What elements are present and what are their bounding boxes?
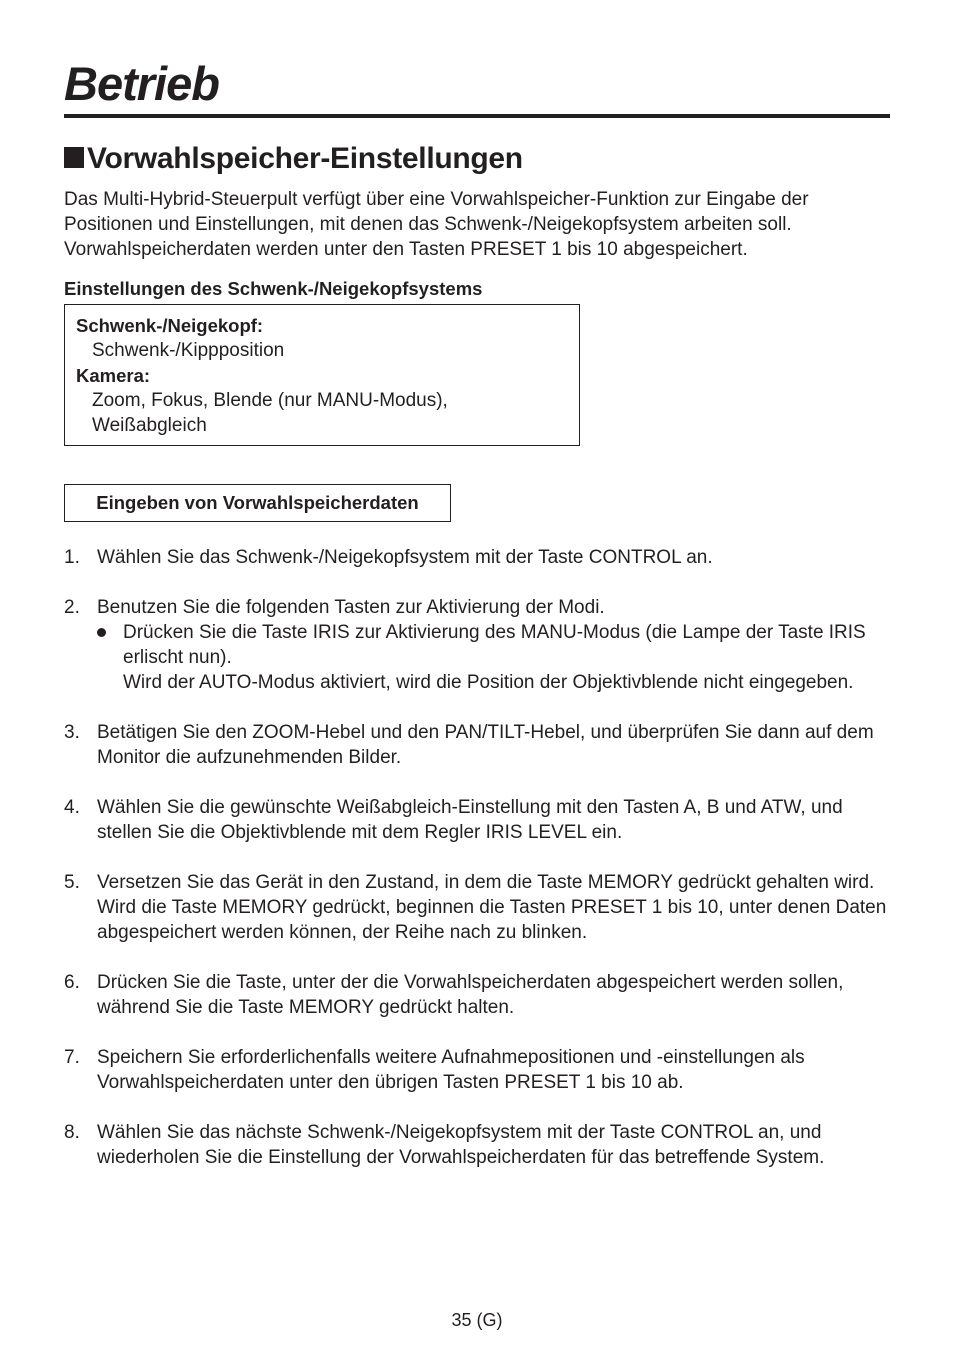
step-number: 6. xyxy=(64,972,80,993)
settings-heading: Einstellungen des Schwenk-/Neigekopfsystems xyxy=(64,278,483,299)
pan-tilt-value: Schwenk-/Kippposition xyxy=(92,340,285,361)
procedure-steps xyxy=(64,545,894,1195)
bullet-note: Wird der AUTO-Modus aktiviert, wird die Position der Objektivblende nicht eingegeben. xyxy=(123,672,854,693)
step-note: Wird die Taste MEMORY gedrückt, beginnen die Tasten PRESET 1 bis 10, unter denen Daten abgespeichert werden können, der Reihe nach zu blinken. xyxy=(97,897,887,943)
step-bullet xyxy=(97,620,894,695)
step-text: Benutzen Sie die folgenden Tasten zur Aktivierung der Modi. xyxy=(97,597,605,618)
list-item xyxy=(64,970,894,1020)
step-text: Wählen Sie das nächste Schwenk-/Neigekopfsystem mit der Taste CONTROL an, und wiederholen Sie die Einstellung der Vorwahlspeicherdaten für das betreffende System. xyxy=(97,1122,825,1168)
step-text: Wählen Sie die gewünschte Weißabgleich-Einstellung mit den Tasten A, B und ATW, und stellen Sie die Objektivblende mit dem Regler IRIS LEVEL ein. xyxy=(97,797,843,843)
step-number: 3. xyxy=(64,722,80,743)
list-item xyxy=(64,1120,894,1170)
step-number: 8. xyxy=(64,1122,80,1143)
procedure-label: Eingeben von Vorwahlspeicherdaten xyxy=(64,484,451,522)
square-bullet-icon xyxy=(64,147,84,168)
step-number: 1. xyxy=(64,547,80,568)
list-item xyxy=(64,545,894,570)
step-number: 2. xyxy=(64,597,80,618)
list-item xyxy=(64,595,894,695)
step-number: 4. xyxy=(64,797,80,818)
list-item xyxy=(64,870,894,945)
section-heading-text: Vorwahlspeicher-Einstellungen xyxy=(87,142,523,175)
step-text: Drücken Sie die Taste, unter der die Vorwahlspeicherdaten abgespeichert werden sollen, während Sie die Taste MEMORY gedrückt halten. xyxy=(97,972,844,1018)
step-text: Wählen Sie das Schwenk-/Neigekopfsystem mit der Taste CONTROL an. xyxy=(97,547,713,568)
step-number: 5. xyxy=(64,872,80,893)
pan-tilt-label: Schwenk-/Neigekopf: xyxy=(76,315,264,336)
camera-value-cont: Weißabgleich xyxy=(92,415,207,436)
bullet-text: Drücken Sie die Taste IRIS zur Aktivierung des MANU-Modus (die Lampe der Taste IRIS erlischt nun). xyxy=(123,622,866,668)
list-item xyxy=(64,795,894,845)
settings-box xyxy=(64,304,580,446)
intro-paragraph: Das Multi-Hybrid-Steuerpult verfügt über eine Vorwahlspeicher-Funktion zur Eingabe der Positionen und Einstellungen, mit denen das Schwenk-/Neigekopfsystem arbeiten soll. Vorwahlspeicherdaten werden unter den Tasten PRESET 1 bis 10 abgespeichert. xyxy=(64,189,809,260)
list-item xyxy=(64,1045,894,1095)
step-text: Speichern Sie erforderlichenfalls weitere Aufnahmepositionen und -einstellungen als Vorwahlspeicherdaten unter den übrigen Tasten PRESET 1 bis 10 ab. xyxy=(97,1047,805,1093)
bullet-dot-icon xyxy=(97,628,106,637)
list-item xyxy=(64,720,894,770)
camera-value: Zoom, Fokus, Blende (nur MANU-Modus), xyxy=(92,390,448,411)
title-rule xyxy=(64,114,890,118)
step-text: Versetzen Sie das Gerät in den Zustand, in dem die Taste MEMORY gedrückt gehalten wird. xyxy=(97,872,875,893)
camera-label: Kamera: xyxy=(76,365,151,386)
step-text: Betätigen Sie den ZOOM-Hebel und den PAN/TILT-Hebel, und überprüfen Sie dann auf dem Monitor die aufzunehmenden Bilder. xyxy=(97,722,874,768)
section-heading xyxy=(64,140,523,178)
page-title: Betrieb xyxy=(64,57,219,110)
step-number: 7. xyxy=(64,1047,80,1068)
page-number: 35 (G) xyxy=(451,1310,503,1330)
